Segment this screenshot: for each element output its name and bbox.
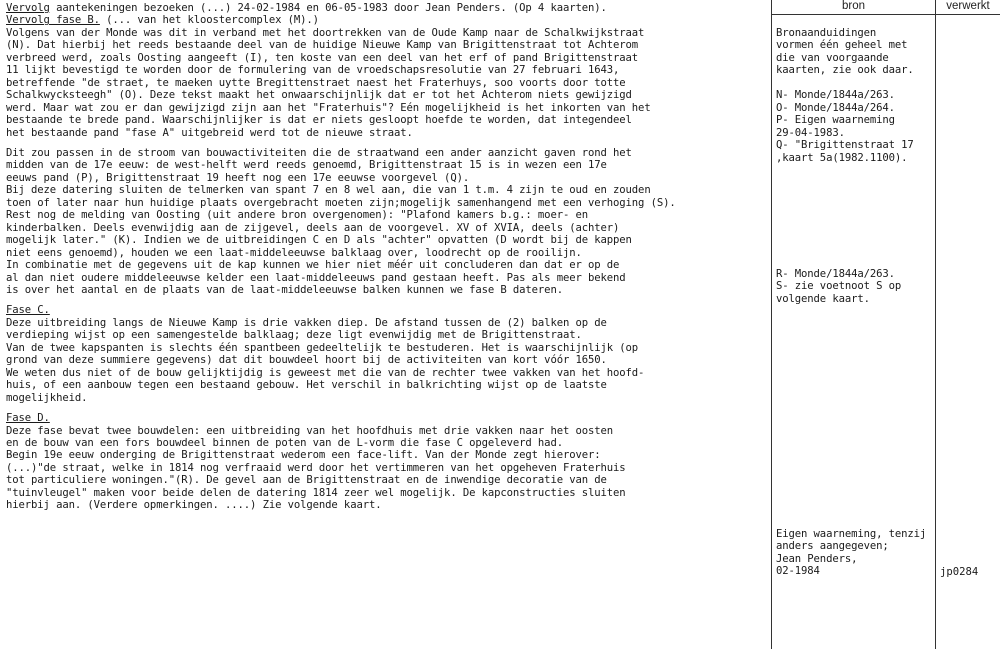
column-header-verwerkt: verwerkt (946, 0, 990, 12)
header-rule (772, 14, 1000, 15)
text-line: huis, of een aanbouw tegen een bestaand gebouw. Het verschil in balkrichting wijst op de laatste (6, 379, 607, 392)
source-line: P- Eigen waarneming (776, 114, 895, 127)
text-line (6, 304, 774, 316)
text-line (6, 14, 774, 26)
text-line: betreffende "de straet, te maeken uytte Bregittenstraet naest het Fraterhuys, soo voorts door totte (6, 76, 626, 89)
text-line: hierbij aan. (Verdere opmerkingen. ....) Zie volgende kaart. (6, 499, 382, 512)
text-line (6, 2, 774, 14)
text-line: Begin 19e eeuw onderging de Brigittenstraat wederom een face-lift. Van der Monde zegt hierover: (6, 449, 601, 462)
underlined-heading: Fase C. (6, 304, 50, 317)
text-line: niet eens genoemd), houden we een laat-middeleeuwse balklaag over, loodrecht op de rooilijn. (6, 246, 582, 259)
line-remainder: (... van het kloostercomplex (M).) (99, 14, 319, 27)
text-line: grond van deze summiere gegevens) dat dit bouwdeel hoort bij de activiteiten van kort vóór 1650. (6, 354, 607, 367)
source-line: die van voorgaande (776, 51, 889, 64)
text-line: 11 lijkt bevestigd te worden door de formulering van de vroedschapsresolutie van 27 februari 1643, (6, 64, 620, 77)
source-line: anders aangegeven; (776, 540, 889, 553)
text-line: bestaande te brede pand. Waarschijnlijker is dat er niets gesloopt hoefde te worden, dat integendeel (6, 114, 632, 127)
text-line: Bij deze datering sluiten de telmerken van spant 7 en 8 wel aan, die van 1 t.m. 4 zijn te oud en zouden (6, 184, 651, 197)
text-line: Deze fase bevat twee bouwdelen: een uitbreiding van het hoofdhuis met drie vakken naar het oosten (6, 424, 614, 437)
line-remainder: aantekeningen bezoeken (...) 24-02-1984 en 06-05-1983 door Jean Penders. (Op 4 kaarten). (49, 2, 607, 14)
text-line: midden van de 17e eeuw: de west-helft werd reeds genoemd, Brigittenstraat 15 is in wezen een 17e (6, 159, 607, 172)
source-line: vormen één geheel met (776, 39, 908, 52)
text-line: "tuinvleugel" maken voor beide delen de datering 1814 zeer wel mogelijk. De kapconstructies sluiten (6, 486, 626, 499)
text-line: Dit zou passen in de stroom van bouwactiviteiten die de straatwand een ander aanzicht gaven rond het (6, 146, 632, 159)
source-line: S- zie voetnoot S op (776, 280, 902, 293)
text-line: We weten dus niet of de bouw gelijktijdig is geweest met die van de rechter twee vakken van het hoofd- (6, 366, 645, 379)
text-line (6, 412, 774, 424)
text-line: Volgens van der Monde was dit in verband met het doortrekken van de Oude Kamp naar de Schalkwijkstraat (6, 26, 645, 39)
source-line: volgende kaart. (776, 292, 870, 305)
text-line: toen of later naar hun huidige plaats overgebracht moeten zijn;mogelijk samenhangend met een verhoging (S). (6, 196, 676, 209)
source-line: Q- "Brigittenstraat 17 (776, 139, 914, 152)
text-line: al dan niet oudere middeleeuwse kelder een laat-middeleeuws pand gestaan heeft. Pas als meer bekend (6, 271, 626, 284)
source-line: O- Monde/1844a/264. (776, 101, 895, 114)
source-line: R- Monde/1844a/263. (776, 268, 895, 280)
text-line: Deze uitbreiding langs de Nieuwe Kamp is drie vakken diep. De afstand tussen de (2) balken op de (6, 316, 607, 329)
paragraph-fase-c (6, 304, 774, 404)
source-line: Eigen waarneming, tenzij (776, 528, 927, 540)
source-line: 02-1984 (776, 565, 820, 578)
text-line: eeuws pand (P), Brigittenstraat 19 heeft nog een 17e eeuwse voorgevel (Q). (6, 171, 470, 184)
text-line: het bestaande pand "fase A" uitgebreid werd tot de nieuwe straat. (6, 126, 413, 139)
text-line: Schalkwycksteegh" (O). Deze tekst maakt het onwaarschijnlijk dat er tot het Achterom niets gewijzigd (6, 89, 632, 102)
text-line: Rest nog de melding van Oosting (uit andere bron overgenomen): "Plafond kamers b.g.: moer- en (6, 209, 588, 222)
underlined-heading: Vervolg fase B. (6, 14, 100, 27)
underlined-heading: Fase D. (6, 412, 50, 425)
processed-reference: jp0284 (940, 566, 979, 578)
text-line: In combinatie met de gegevens uit de kap kunnen we hier niet méér uit concluderen dan dat er op de (6, 259, 620, 272)
source-line: 29-04-1983. (776, 126, 845, 139)
paragraph-fase-b-part2 (6, 147, 774, 296)
source-line (776, 77, 998, 89)
text-line: mogelijkheid. (6, 391, 88, 404)
sources-group-1 (776, 27, 998, 164)
main-text (6, 2, 774, 512)
source-line: ,kaart 5a(1982.1100). (776, 151, 908, 164)
text-line: is over het aantal en de plaats van de laat-middeleeuwse balken kunnen we fase B dateren. (6, 283, 563, 296)
text-line: tot particuliere woningen."(R). De gevel aan de Brigittenstraat en de inwendige decoratie van de (6, 474, 607, 487)
text-line: kinderbalken. Deels evenwijdig aan de zijgevel, deels aan de voorgevel. XV of XVIA, deels (achter) (6, 221, 620, 234)
source-line: N- Monde/1844a/263. (776, 89, 895, 102)
paragraph-fase-b-part1 (6, 2, 774, 139)
text-line: Van de twee kapspanten is slechts één spantbeen gedeeltelijk te bestuderen. Het is waarschijnlijk (op (6, 341, 639, 354)
text-line: werd. Maar wat zou er dan gewijzigd zijn aan het "Fraterhuis"? Eén mogelijkheid is het inkorten van het (6, 101, 651, 114)
column-header-bron: bron (841, 0, 866, 12)
source-line: Jean Penders, (776, 552, 858, 565)
sources-group-2 (776, 268, 998, 305)
text-line: (...)"de straat, welke in 1814 nog verfraaid werd door het vertimmeren van het opgeheven Fraterhuis (6, 461, 626, 474)
text-line: verdieping wijst op een samengestelde balklaag; deze ligt evenwijdig met de Brigittenstraat. (6, 329, 582, 342)
text-line: mogelijk later." (K). Indien we de uitbreidingen C en D als "achter" opvatten (D wordt bij de kappen (6, 234, 632, 247)
source-line: kaarten, zie ook daar. (776, 64, 914, 77)
text-line: en de bouw van een fors bouwdeel binnen de poten van de L-vorm die fase C opgeleverd had. (6, 436, 563, 449)
text-line: verbreed werd, zoals Oosting aangeeft (I), ten koste van een deel van het erf of pand Brigittenstraat (6, 51, 639, 64)
text-line: (N). Dat hierbij het reeds bestaande deel van de huidige Nieuwe Kamp van Brigittenstraat tot Achterom (6, 39, 639, 52)
paragraph-fase-d (6, 412, 774, 512)
underlined-heading: Vervolg (6, 2, 50, 14)
source-line: Bronaanduidingen (776, 27, 877, 39)
